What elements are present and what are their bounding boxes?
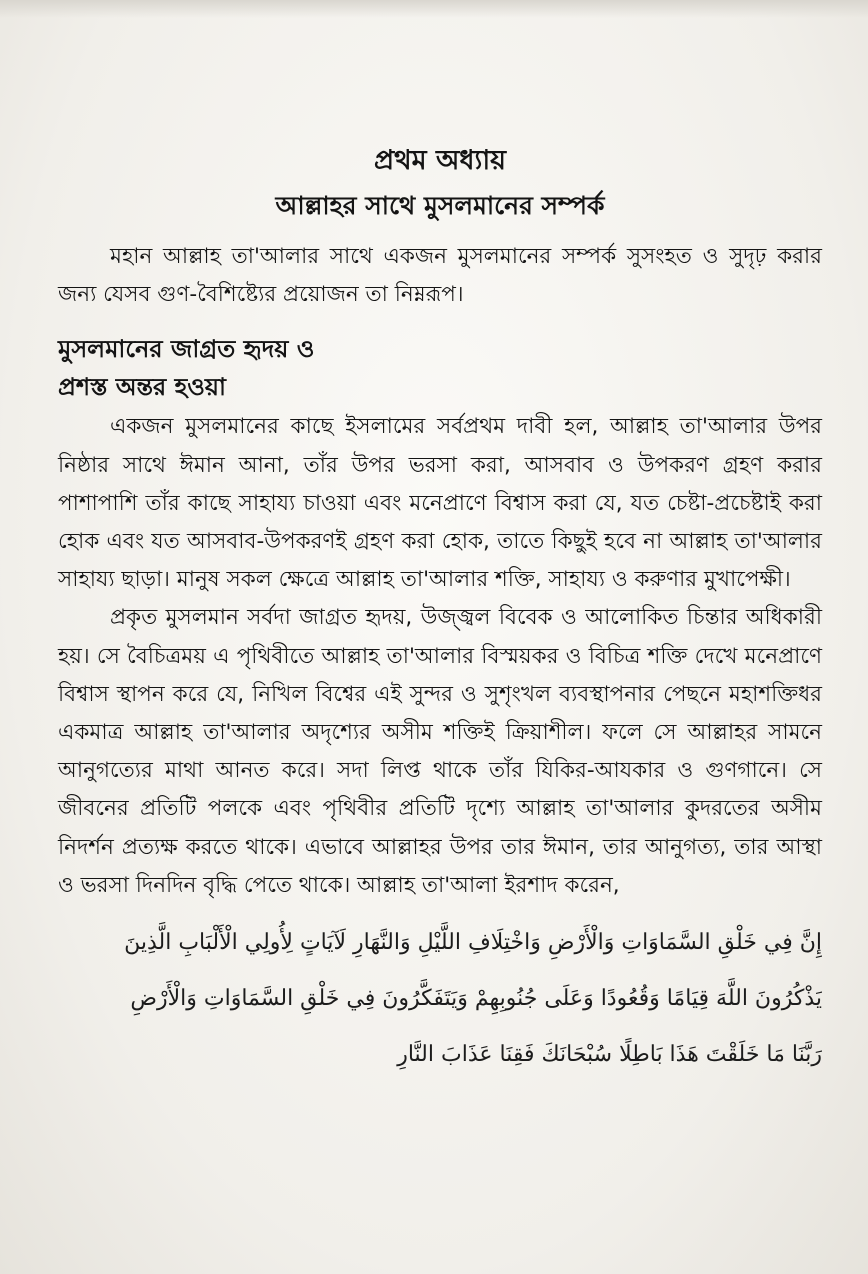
section-heading: [58, 330, 822, 406]
body-paragraph-1: একজন মুসলমানের কাছে ইসলামের সর্বপ্রথম দাবী হল, আল্লাহ তা'আলার উপর নিষ্ঠার সাথে ঈমান আনা, তাঁর উপর ভরসা করা, আসবাব ও উপকরণ গ্রহণ করার পাশাপাশি তাঁর কাছে সাহায্য চাওয়া এবং মনেপ্রাণে বিশ্বাস করা যে, যত চেষ্টা-প্রচেষ্টাই করা হোক এবং যত আসবাব-উপকরণই গ্রহণ করা হোক, তাতে কিছুই হবে না আল্লাহ তা'আলার সাহায্য ছাড়া। মানুষ সকল ক্ষেত্রে আল্লাহ তা'আলার শক্তি, সাহায্য ও করুণার মুখাপেক্ষী।: [58, 414, 822, 593]
chapter-title: প্রথম অধ্যায়: [373, 145, 507, 176]
section-heading-line-2: প্রশস্ত অন্তর হওয়া: [58, 373, 226, 402]
body-paragraph-2: প্রকৃত মুসলমান সর্বদা জাগ্রত হৃদয়, উজ্জ্বল বিবেক ও আলোকিত চিন্তার অধিকারী হয়। সে বৈচিত্রময় এ পৃথিবীতে আল্লাহ তা'আলার বিস্ময়কর ও বিচিত্র শক্তি দেখে মনেপ্রাণে বিশ্বাস স্থাপন করে যে, নিখিল বিশ্বের এই সুন্দর ও সুশৃংখল ব্যবস্থাপনার পেছনে মহাশক্তিধর একমাত্র আল্লাহ তা'আলার অদৃশ্যের অসীম শক্তিই ক্রিয়াশীল। ফলে সে আল্লাহর সামনে আনুগত্যের মাথা আনত করে। সদা লিপ্ত থাকে তাঁর যিকির-আযকার ও গুণগানে। সে জীবনের প্রতিটি পলকে এবং পৃথিবীর প্রতিটি দৃশ্যে আল্লাহ তা'আলার কুদরতের অসীম নিদর্শন প্রত্যক্ষ করতে থাকে। এভাবে আল্লাহর উপর তার ঈমান, তার আনুগত্য, তার আস্থা ও ভরসা দিনদিন বৃদ্ধি পেতে থাকে। আল্লাহ তা'আলা ইরশাদ করেন,: [58, 605, 822, 898]
quran-verse-line-1: إِنَّ فِي خَلْقِ السَّمَاوَاتِ وَالْأَرْضِ وَاخْتِلَافِ اللَّيْلِ وَالنَّهَارِ لَآيَاتٍ لِأُولِي الْأَلْبَابِ الَّذِينَ: [124, 930, 822, 956]
quran-verse-line-2: يَذْكُرُونَ اللَّهَ قِيَامًا وَقُعُودًا وَعَلَى جُنُوبِهِمْ وَيَتَفَكَّرُونَ فِي خَلْقِ السَّمَاوَاتِ وَالْأَرْضِ: [130, 986, 822, 1012]
quran-verse: [58, 915, 822, 1083]
section-heading-line-1: মুসলমানের জাগ্রত হৃদয় ও: [58, 335, 315, 364]
intro-paragraph: মহান আল্লাহ তা'আলার সাথে একজন মুসলমানের সম্পর্ক সুসংহত ও সুদৃঢ় করার জন্য যেসব গুণ-বৈশিষ্ট্যের প্রয়োজন তা নিম্নরূপ।: [58, 244, 822, 308]
page-edge-shadow: [0, 0, 868, 18]
quran-verse-line-3: رَبَّنَا مَا خَلَقْتَ هَذَا بَاطِلًا سُبْحَانَكَ فَقِنَا عَذَابَ النَّارِ: [397, 1042, 822, 1068]
chapter-subtitle: আল্লাহর সাথে মুসলমানের সম্পর্ক: [275, 191, 605, 220]
